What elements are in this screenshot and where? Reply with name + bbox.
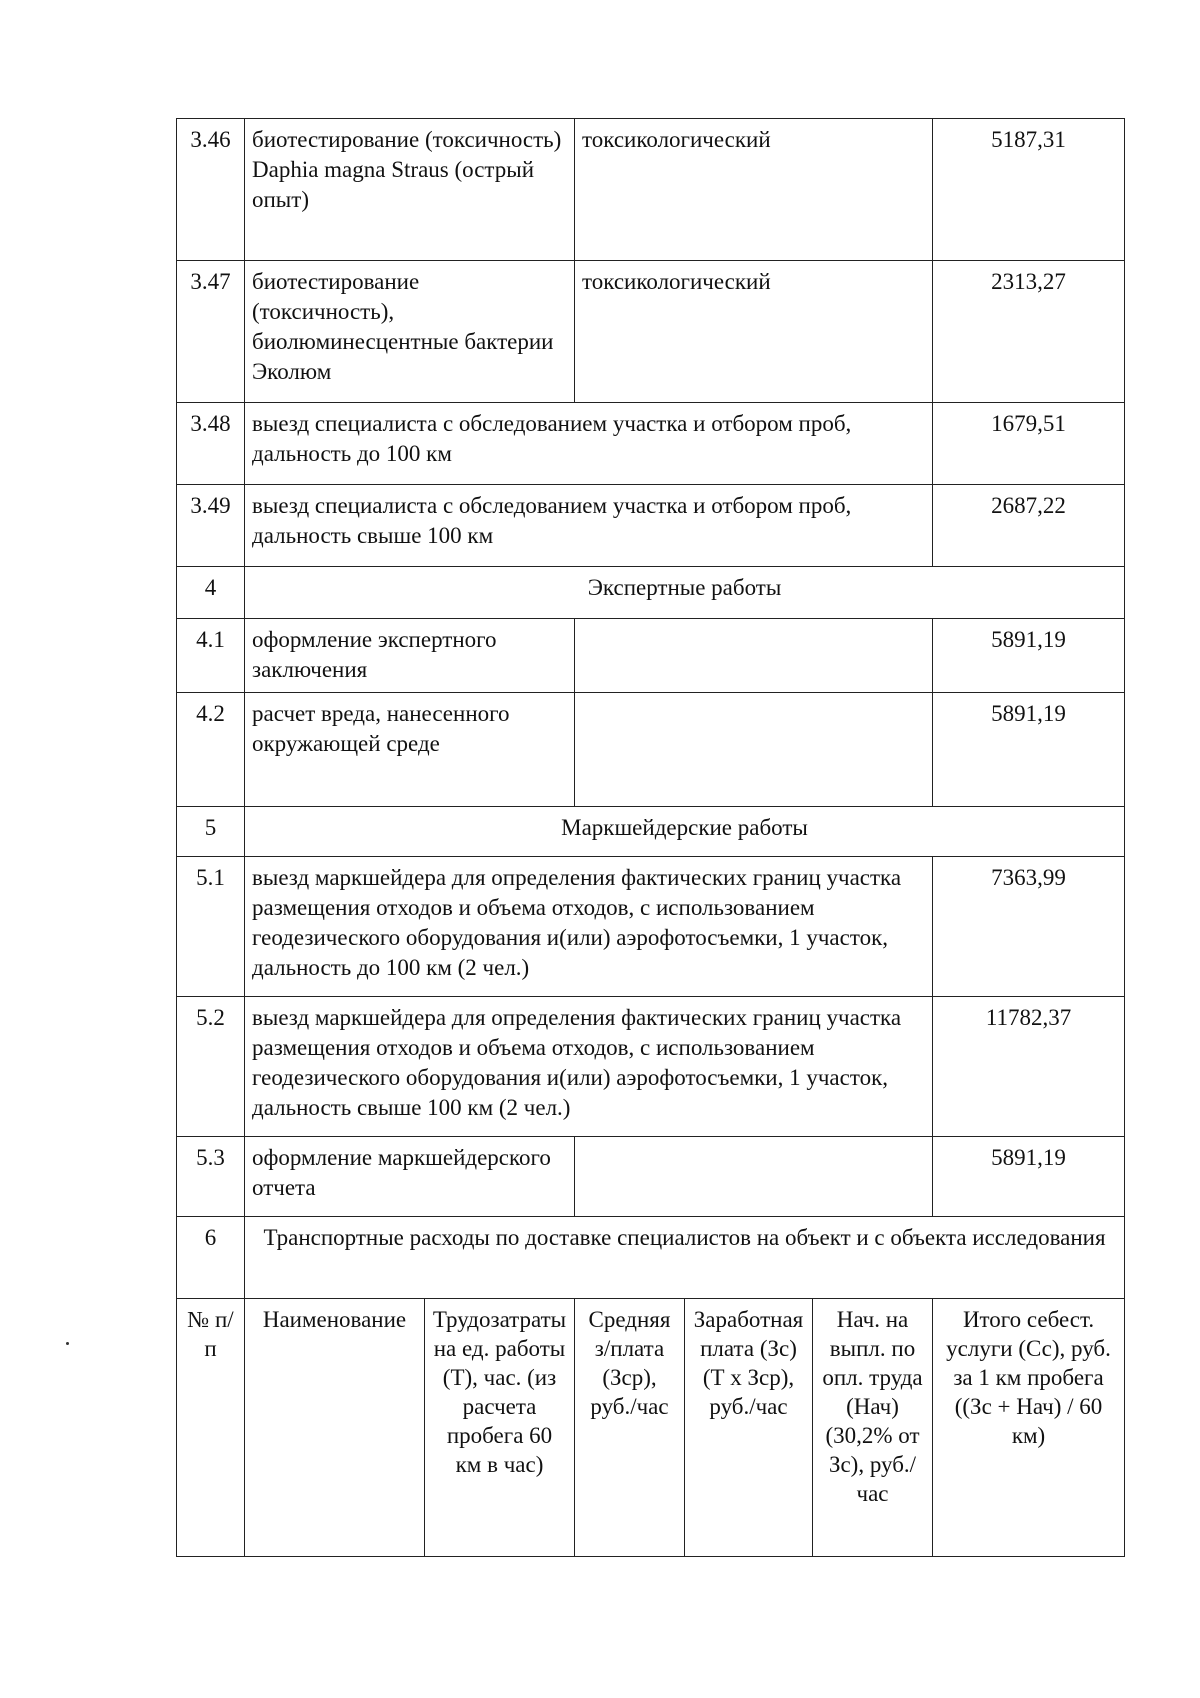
row-number: 3.49: [177, 485, 245, 567]
row-type: токсикологический: [575, 119, 933, 261]
row-price: 5891,19: [933, 693, 1125, 807]
row-price: 7363,99: [933, 857, 1125, 997]
row-name: оформление экспертного заключения: [245, 619, 575, 693]
table-row: [177, 403, 1125, 485]
row-number: 5.3: [177, 1137, 245, 1217]
section-number: 6: [177, 1217, 245, 1299]
row-type: токсикологический: [575, 261, 933, 403]
row-type: [575, 619, 933, 693]
row-number: 3.46: [177, 119, 245, 261]
header-salary: Заработная плата (Зс) (Т х Зср), руб./час: [685, 1299, 813, 1557]
row-number: 4.1: [177, 619, 245, 693]
row-price: 11782,37: [933, 997, 1125, 1137]
header-labor: Трудозатраты на ед. работы (Т), час. (из расчета пробега 60 км в час): [425, 1299, 575, 1557]
row-type: [575, 693, 933, 807]
section-row: [177, 1217, 1125, 1299]
table-row: [177, 619, 1125, 693]
row-name: выезд специалиста с обследованием участка и отбором проб, дальность свыше 100 км: [245, 485, 933, 567]
row-name: расчет вреда, нанесенного окружающей среде: [245, 693, 575, 807]
header-avg-salary: Средняя з/плата (Зср), руб./час: [575, 1299, 685, 1557]
row-type: [575, 1137, 933, 1217]
section-row: [177, 807, 1125, 857]
header-number: № п/п: [177, 1299, 245, 1557]
table-row: [177, 485, 1125, 567]
section-title: Маркшейдерские работы: [245, 807, 1125, 857]
row-number: 5.1: [177, 857, 245, 997]
row-number: 4.2: [177, 693, 245, 807]
table-row: [177, 857, 1125, 997]
header-row: [177, 1299, 1125, 1557]
row-name: оформление маркшейдерского отчета: [245, 1137, 575, 1217]
row-price: 2687,22: [933, 485, 1125, 567]
price-table: [176, 118, 1125, 1557]
section-row: [177, 567, 1125, 619]
row-number: 5.2: [177, 997, 245, 1137]
row-price: 5187,31: [933, 119, 1125, 261]
table-row: [177, 119, 1125, 261]
row-name: биотестирование (токсичность) Daphia magna Straus (острый опыт): [245, 119, 575, 261]
row-price: 2313,27: [933, 261, 1125, 403]
section-number: 5: [177, 807, 245, 857]
header-charges: Нач. на выпл. по опл. труда (Нач) (30,2% от Зс), руб./час: [813, 1299, 933, 1557]
stray-mark: [66, 1342, 69, 1345]
table-row: [177, 1137, 1125, 1217]
header-total-cost: Итого себест. услуги (Сс), руб. за 1 км пробега ((Зс + Нач) / 60 км): [933, 1299, 1125, 1557]
row-number: 3.47: [177, 261, 245, 403]
row-name: выезд маркшейдера для определения фактических границ участка размещения отходов и объема отходов, с использованием геодезического оборудования и(или) аэрофотосъемки, 1 участок, дальность свыше 100 км (2 чел.): [245, 997, 933, 1137]
row-number: 3.48: [177, 403, 245, 485]
section-title: Экспертные работы: [245, 567, 1125, 619]
table-row: [177, 261, 1125, 403]
row-price: 5891,19: [933, 1137, 1125, 1217]
row-price: 1679,51: [933, 403, 1125, 485]
row-name: выезд специалиста с обследованием участка и отбором проб, дальность до 100 км: [245, 403, 933, 485]
table-row: [177, 997, 1125, 1137]
header-name: Наименование: [245, 1299, 425, 1557]
row-price: 5891,19: [933, 619, 1125, 693]
section-number: 4: [177, 567, 245, 619]
row-name: биотестирование (токсичность), биолюминесцентные бактерии Эколюм: [245, 261, 575, 403]
section-title: Транспортные расходы по доставке специалистов на объект и с объекта исследования: [245, 1217, 1125, 1299]
row-name: выезд маркшейдера для определения фактических границ участка размещения отходов и объема отходов, с использованием геодезического оборудования и(или) аэрофотосъемки, 1 участок, дальность до 100 км (2 чел.): [245, 857, 933, 997]
table-row: [177, 693, 1125, 807]
